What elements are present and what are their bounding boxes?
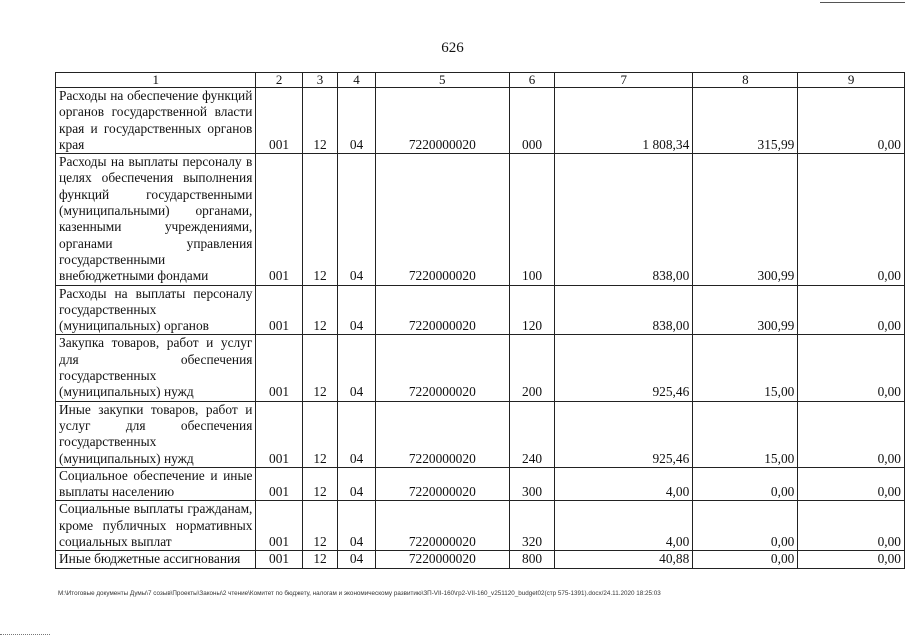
- amount-cell: 838,00: [555, 285, 693, 335]
- subsection-cell: 04: [338, 401, 375, 467]
- table-body: [56, 73, 905, 569]
- target-item-cell: 7220000020: [375, 551, 509, 568]
- subsection-cell: 04: [338, 88, 375, 154]
- amount-cell: 925,46: [555, 401, 693, 467]
- expense-type-cell: 000: [509, 88, 554, 154]
- ministry-code-cell: 001: [256, 285, 302, 335]
- section-cell: 12: [302, 285, 338, 335]
- expense-name-cell: Социальные выплаты гражданам, кроме публичных нормативных социальных выплат: [56, 501, 256, 551]
- table-row: [56, 154, 905, 285]
- amount-cell: 0,00: [798, 335, 905, 401]
- table-row: [56, 285, 905, 335]
- expense-name-cell: Расходы на выплаты персоналу в целях обеспечения выполнения функций государственными (муниципальными) органами, казенными учреждениями, органами управления государственными внебюджетными фондами: [56, 154, 256, 285]
- header-row: [56, 73, 905, 88]
- budget-table: [55, 72, 905, 569]
- table-row: [56, 501, 905, 551]
- ministry-code-cell: 001: [256, 88, 302, 154]
- expense-name-cell: Расходы на выплаты персоналу государственных (муниципальных) органов: [56, 285, 256, 335]
- amount-cell: 0,00: [798, 154, 905, 285]
- header-cell: 9: [798, 73, 905, 88]
- expense-type-cell: 120: [509, 285, 554, 335]
- subsection-cell: 04: [338, 467, 375, 501]
- table-row: [56, 467, 905, 501]
- header-cell: 8: [693, 73, 798, 88]
- amount-cell: 0,00: [798, 285, 905, 335]
- expense-type-cell: 100: [509, 154, 554, 285]
- section-cell: 12: [302, 501, 338, 551]
- header-cell: 5: [375, 73, 509, 88]
- top-rule: [820, 2, 905, 3]
- target-item-cell: 7220000020: [375, 401, 509, 467]
- header-cell: 2: [256, 73, 302, 88]
- expense-type-cell: 300: [509, 467, 554, 501]
- ministry-code-cell: 001: [256, 551, 302, 568]
- expense-name-cell: Иные закупки товаров, работ и услуг для обеспечения государственных (муниципальных) нужд: [56, 401, 256, 467]
- amount-cell: 0,00: [798, 551, 905, 568]
- amount-cell: 0,00: [798, 501, 905, 551]
- header-cell: 1: [56, 73, 256, 88]
- expense-name-cell: Закупка товаров, работ и услуг для обеспечения государственных (муниципальных) нужд: [56, 335, 256, 401]
- subsection-cell: 04: [338, 335, 375, 401]
- header-cell: 6: [509, 73, 554, 88]
- amount-cell: 1 808,34: [555, 88, 693, 154]
- section-cell: 12: [302, 551, 338, 568]
- ministry-code-cell: 001: [256, 501, 302, 551]
- header-cell: 7: [555, 73, 693, 88]
- amount-cell: 4,00: [555, 501, 693, 551]
- target-item-cell: 7220000020: [375, 501, 509, 551]
- page-number: 626: [441, 40, 464, 56]
- amount-cell: 300,99: [693, 285, 798, 335]
- amount-cell: 925,46: [555, 335, 693, 401]
- ministry-code-cell: 001: [256, 467, 302, 501]
- target-item-cell: 7220000020: [375, 285, 509, 335]
- amount-cell: 0,00: [693, 501, 798, 551]
- section-cell: 12: [302, 401, 338, 467]
- subsection-cell: 04: [338, 154, 375, 285]
- expense-type-cell: 800: [509, 551, 554, 568]
- subsection-cell: 04: [338, 501, 375, 551]
- section-cell: 12: [302, 154, 338, 285]
- target-item-cell: 7220000020: [375, 88, 509, 154]
- expense-type-cell: 200: [509, 335, 554, 401]
- target-item-cell: 7220000020: [375, 335, 509, 401]
- amount-cell: 0,00: [693, 551, 798, 568]
- amount-cell: 0,00: [798, 467, 905, 501]
- amount-cell: 0,00: [798, 88, 905, 154]
- table-row: [56, 401, 905, 467]
- expense-type-cell: 320: [509, 501, 554, 551]
- subsection-cell: 04: [338, 285, 375, 335]
- header-cell: 4: [338, 73, 375, 88]
- amount-cell: 0,00: [693, 467, 798, 501]
- bottom-rule: [0, 634, 50, 635]
- amount-cell: 315,99: [693, 88, 798, 154]
- ministry-code-cell: 001: [256, 335, 302, 401]
- subsection-cell: 04: [338, 551, 375, 568]
- section-cell: 12: [302, 467, 338, 501]
- section-cell: 12: [302, 335, 338, 401]
- document-path-footer: M:\Итоговые документы Думы\7 созыв\Проекты\Законы\2 чтение\Комитет по бюджету, налогам и экономическому развитию\ЗП-VII-160\гр2-VII-160_v251120_budget02(стр 575-1391).docx/24.11.2020 18:25:03: [58, 590, 661, 597]
- table-row: [56, 88, 905, 154]
- expense-type-cell: 240: [509, 401, 554, 467]
- target-item-cell: 7220000020: [375, 467, 509, 501]
- amount-cell: 4,00: [555, 467, 693, 501]
- amount-cell: 300,99: [693, 154, 798, 285]
- amount-cell: 40,88: [555, 551, 693, 568]
- ministry-code-cell: 001: [256, 154, 302, 285]
- amount-cell: 15,00: [693, 335, 798, 401]
- table-row: [56, 551, 905, 568]
- ministry-code-cell: 001: [256, 401, 302, 467]
- header-cell: 3: [302, 73, 338, 88]
- section-cell: 12: [302, 88, 338, 154]
- expense-name-cell: Иные бюджетные ассигнования: [56, 551, 256, 568]
- expense-name-cell: Расходы на обеспечение функций органов государственной власти края и государственных органов края: [56, 88, 256, 154]
- target-item-cell: 7220000020: [375, 154, 509, 285]
- table-row: [56, 335, 905, 401]
- expense-name-cell: Социальное обеспечение и иные выплаты населению: [56, 467, 256, 501]
- amount-cell: 0,00: [798, 401, 905, 467]
- amount-cell: 838,00: [555, 154, 693, 285]
- amount-cell: 15,00: [693, 401, 798, 467]
